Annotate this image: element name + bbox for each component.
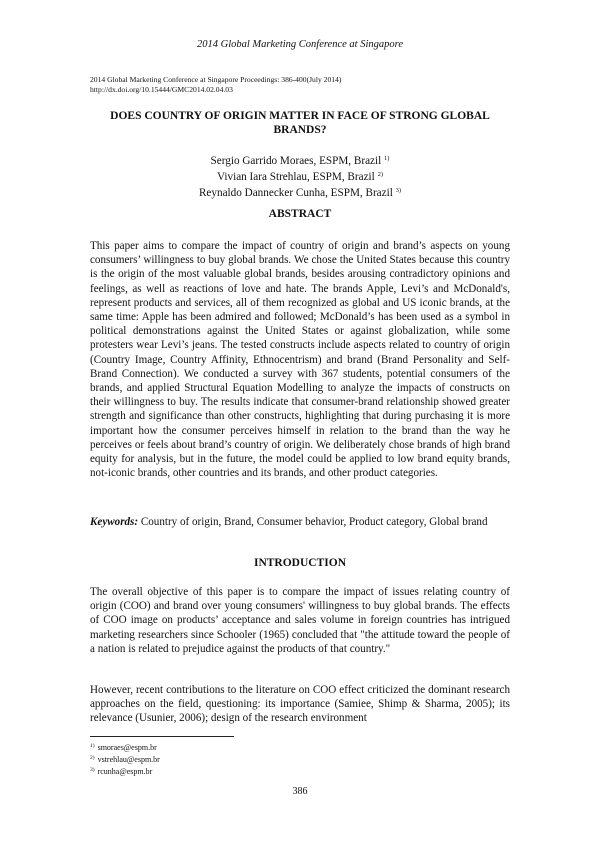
proceedings-citation: 2014 Global Marketing Conference at Singapore Proceedings: 386-400(July 2014) [90,75,342,84]
title-line-2: BRANDS? [273,124,327,136]
introduction-paragraph-2: However, recent contributions to the literature on COO effect criticized the dominant research approaches on the field, questioning: its importance (Samiee, Shimp & Sharma, 2005); its relevance (Usunier, 2006); design of the research environment [90,684,510,725]
footnote-2 [90,753,390,765]
footnote-email[interactable]: rcunha@espm.br [97,767,153,776]
keywords [90,515,510,529]
author-name: Reynaldo Dannecker Cunha, ESPM, Brazil [198,187,393,199]
footnotes [90,741,390,777]
running-header: 2014 Global Marketing Conference at Singapore [197,39,403,50]
author-footnote-mark: 1) [384,155,390,162]
footnote-3 [90,765,390,777]
keywords-text: Country of origin, Brand, Consumer behavior, Product category, Global brand [138,516,488,528]
footnote-mark: 1) [90,743,95,749]
introduction-heading: INTRODUCTION [253,557,346,569]
author-name: Vivian Iara Strehlau, ESPM, Brazil [216,171,375,183]
author-name: Sergio Garrido Moraes, ESPM, Brazil [210,155,382,167]
footnote-email[interactable]: smoraes@espm.br [97,743,157,752]
footnote-1 [90,741,390,753]
footnote-email[interactable]: vstrehlau@espm.br [97,755,160,764]
author-3 [90,184,510,200]
footnote-mark: 2) [90,755,95,761]
author-list [90,152,510,200]
introduction-paragraph-1: The overall objective of this paper is to compare the impact of issues relating country of origin (COO) and brand over young consumers' willingness to buy global brands. The effects of COO image on products’ acceptance and sales volume in foreign countries has intrigued marketing researchers since Schooler (1965) concluded that "the attitude toward the people of a nation is related to prejudice against the products of that country." [90,586,510,655]
author-2 [90,168,510,184]
footnote-divider [90,736,234,737]
paper-title [90,109,510,137]
title-line-1: DOES COUNTRY OF ORIGIN MATTER IN FACE OF STRONG GLOBAL [110,110,490,122]
footnote-mark: 3) [90,767,95,773]
author-1 [90,152,510,168]
doi-link[interactable]: http://dx.doi.org/10.15444/GMC2014.02.04.03 [90,85,233,94]
keywords-label: Keywords: [90,516,139,528]
author-footnote-mark: 2) [377,171,383,178]
page-number: 386 [292,786,308,797]
abstract-heading: ABSTRACT [268,208,332,220]
author-footnote-mark: 3) [395,187,402,194]
abstract-body: This paper aims to compare the impact of country of origin and brand’s aspects on young consumers’ willingness to buy global brands. We chose the United States because this country is the origin of the most valuable global brands, besides arousing contradictory opinions and feelings, as well as reactions of love and hate. The brands Apple, Levi’s and McDonald's, represent products and services, all of them recognized as global and US iconic brands, at the same time: Apple has been admired and followed; McDonald’s has been used as a symbol in political demonstrations against the United States or against globalization, while some protesters wear Levi’s jeans. The tested constructs include aspects related to country of origin (Country Image, Country Affinity, Ethnocentrism) and brand (Brand Personality and Self-Brand Connection). We conducted a survey with 367 students, potential consumers of the brands, and applied Structural Equation Modelling to analyze the impacts of constructs on their willingness to buy. The results indicate that consumer-brand relationship showed greater strength and significance than other constructs, highlighting that during purchasing it is more important how the consumer perceives himself in relation to the brand than the way he perceives or feels about brand’s country of origin. We deliberately chose brands of high brand equity for analysis, but in the future, the model could be applied to low brand equity brands, not-iconic brands, other countries and its brands, and other product categories. [90,240,510,480]
proceedings-info [90,75,510,95]
